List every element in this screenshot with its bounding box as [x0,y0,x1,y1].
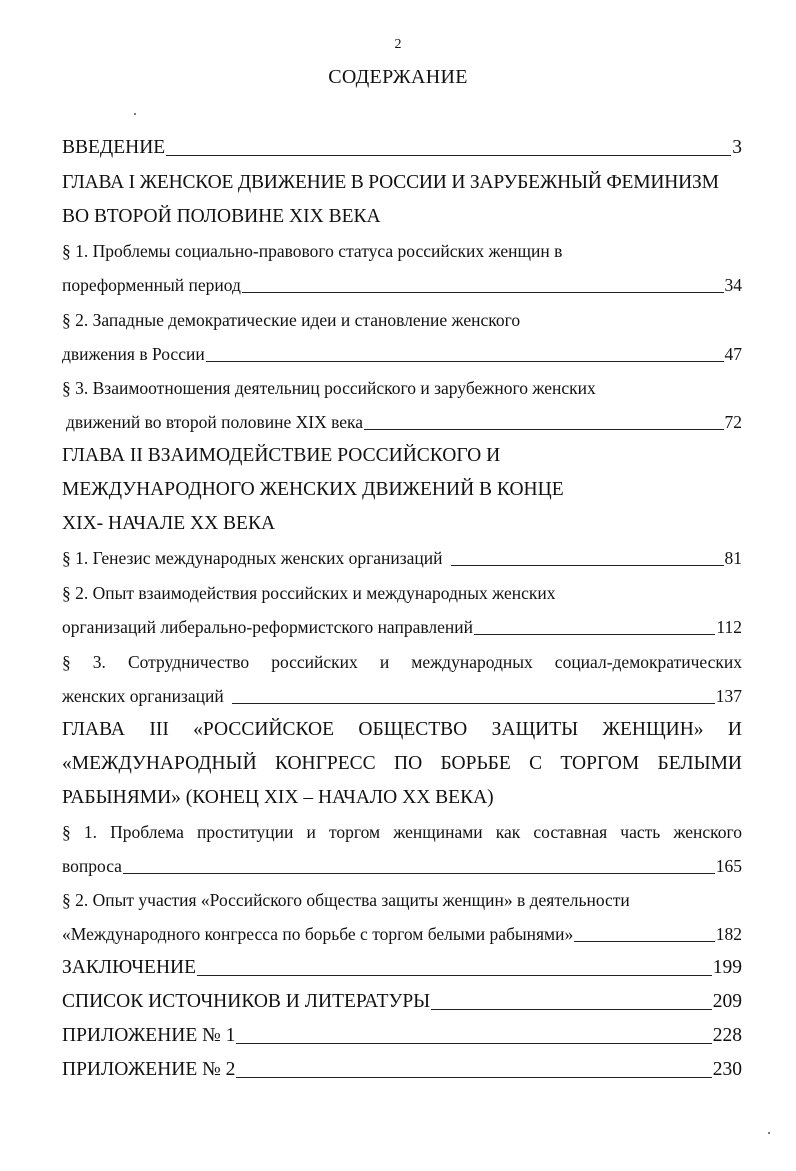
leader-line [474,634,715,635]
toc-ch2-s1-line-1[interactable] [62,543,742,573]
toc-ch1-s3-line-1[interactable]: § 3. Взаимоотношения деятельниц российского и зарубежного женских [62,378,596,398]
toc-entry-page: 137 [715,686,742,706]
toc-entry-label: женских организаций [62,686,224,706]
toc-entry-label: движений во второй половине XIX века [66,412,364,432]
toc-entry-page: 182 [715,924,742,944]
toc-entry-page: 228 [712,1025,742,1046]
chapter-1-heading-line-2[interactable]: ВО ВТОРОЙ ПОЛОВИНЕ XIX ВЕКА [62,206,381,227]
toc-entry-label: организаций либерально-реформистского направлений [62,617,473,637]
scan-speck [768,1132,770,1134]
leader-line [232,703,715,704]
scan-speck [134,113,136,115]
leader-line [431,1009,712,1010]
toc-ch2-s2-line-1[interactable]: § 2. Опыт взаимодействия российских и международных женских [62,583,556,603]
leader-line [242,292,724,293]
toc-ch2-s3-line-1[interactable]: § 3. Сотрудничество российских и международных социал-демократических [62,652,742,672]
toc-entry-label: § 1. Генезис международных женских организаций [62,548,443,568]
toc-entry-label: вопроса [62,856,122,876]
toc-entry-label: движения в России [62,344,205,364]
chapter-3-heading-line-2[interactable]: «МЕЖДУНАРОДНЫЙ КОНГРЕСС ПО БОРЬБЕ С ТОРГОМ БЕЛЫМИ [62,753,742,774]
toc-entry-intro[interactable] [62,133,742,163]
toc-entry-label: СПИСОК ИСТОЧНИКОВ И ЛИТЕРАТУРЫ [62,991,431,1012]
toc-ch1-s1-line-1[interactable]: § 1. Проблемы социально-правового статуса российских женщин в [62,241,563,261]
toc-entry-page: 112 [716,617,742,637]
toc-ch2-s2-line-2[interactable] [62,612,742,642]
toc-entry-label: ЗАКЛЮЧЕНИЕ [62,957,197,978]
toc-ch1-s3-line-2[interactable] [62,407,742,437]
toc-entry-page: 34 [724,275,742,295]
toc-ch3-s1-line-1[interactable]: § 1. Проблема проституции и торгом женщинами как составная часть женского [62,822,742,842]
toc-entry-label: пореформенный период [62,275,241,295]
toc-ch3-s2-line-1[interactable]: § 2. Опыт участия «Российского общества защиты женщин» в деятельности [62,890,630,910]
toc-entry-page: 165 [715,856,742,876]
chapter-3-heading-line-1[interactable]: ГЛАВА III «РОССИЙСКОЕ ОБЩЕСТВО ЗАЩИТЫ ЖЕНЩИН» И [62,719,742,740]
toc-ch3-s1-line-2[interactable] [62,851,742,881]
leader-line [166,155,731,156]
toc-entry-conclusion[interactable] [62,953,742,983]
leader-line [574,941,715,942]
toc-entry-appendix-2[interactable] [62,1055,742,1085]
leader-line [451,565,724,566]
toc-entry-label: ПРИЛОЖЕНИЕ № 1 [62,1025,236,1046]
toc-entry-page: 199 [712,957,742,978]
toc-ch1-s1-line-2[interactable] [62,270,742,300]
chapter-2-heading-line-3[interactable]: XIX- НАЧАЛЕ XX ВЕКА [62,513,276,534]
chapter-3-heading-line-3[interactable]: РАБЫНЯМИ» (КОНЕЦ XIX – НАЧАЛО XX ВЕКА) [62,787,494,808]
toc-ch1-s2-line-2[interactable] [62,339,742,369]
chapter-2-heading-line-2[interactable]: МЕЖДУНАРОДНОГО ЖЕНСКИХ ДВИЖЕНИЙ В КОНЦЕ [62,479,564,500]
toc-ch1-s2-line-1[interactable]: § 2. Западные демократические идеи и становление женского [62,310,521,330]
toc-ch3-s2-line-2[interactable] [62,919,742,949]
toc-entry-page: 72 [724,412,742,432]
toc-entry-label: ПРИЛОЖЕНИЕ № 2 [62,1059,236,1080]
toc-entry-page: 3 [732,137,742,158]
toc-ch2-s3-line-2[interactable] [62,681,742,711]
leader-line [236,1077,711,1078]
toc-entry-appendix-1[interactable] [62,1021,742,1051]
toc-entry-label: «Международного конгресса по борьбе с торгом белыми рабынями» [62,924,574,944]
toc-entry-page: 47 [724,344,742,364]
leader-line [123,873,715,874]
leader-line [364,429,723,430]
toc-entry-label: ВВЕДЕНИЕ [62,137,166,158]
leader-line [236,1043,711,1044]
toc-entry-sources[interactable] [62,987,742,1017]
leader-line [206,361,724,362]
chapter-2-heading-line-1[interactable]: ГЛАВА II ВЗАИМОДЕЙСТВИЕ РОССИЙСКОГО И [62,445,501,466]
toc-entry-page: 230 [712,1059,742,1080]
leader-line [197,975,712,976]
page-number: 2 [394,37,402,52]
toc-entry-page: 209 [712,991,742,1012]
page-title: СОДЕРЖАНИЕ [328,66,468,88]
toc-entry-page: 81 [724,548,742,568]
chapter-1-heading-line-1[interactable]: ГЛАВА I ЖЕНСКОЕ ДВИЖЕНИЕ В РОССИИ И ЗАРУБЕЖНЫЙ ФЕМИНИЗМ [62,172,719,193]
